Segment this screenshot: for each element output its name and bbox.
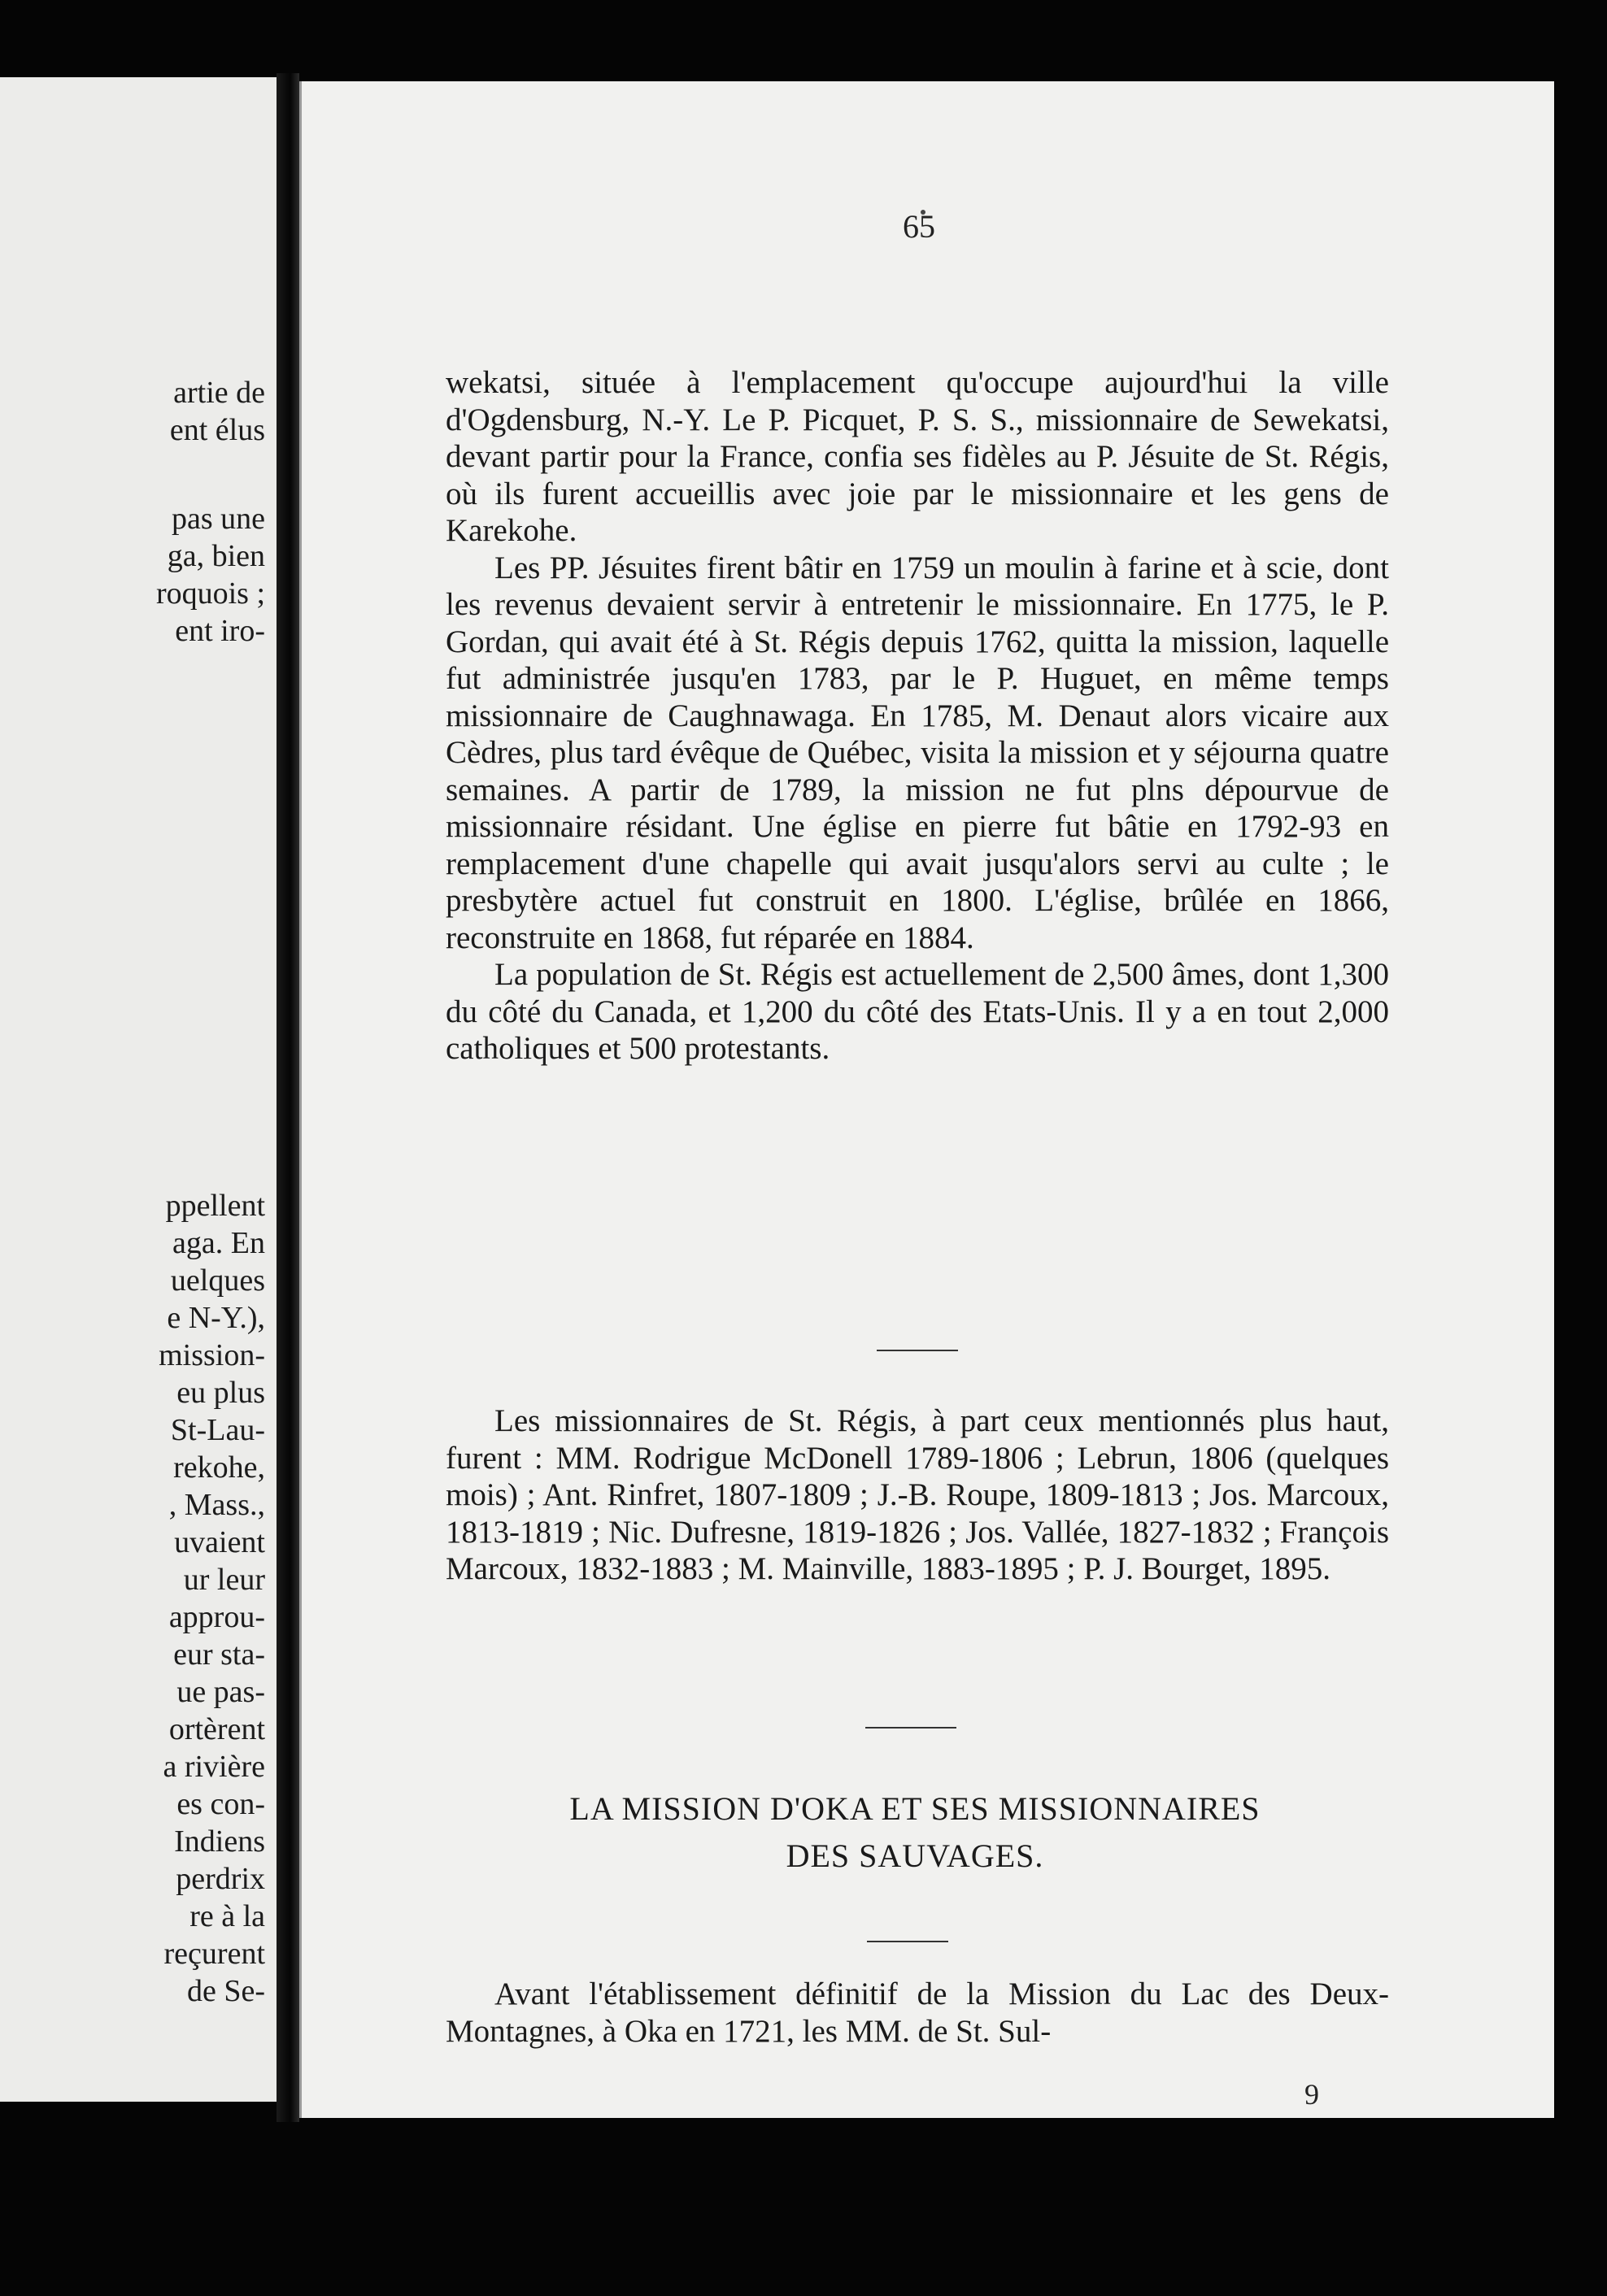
body-text-lower <box>446 1976 1389 2050</box>
signature-mark: 9 <box>1304 2078 1319 2111</box>
left-line: approu- <box>168 1600 265 1634</box>
left-line: ppellent <box>165 1189 265 1223</box>
left-line: a rivière <box>163 1750 265 1784</box>
left-line: reçurent <box>163 1937 265 1971</box>
left-line: de Se- <box>186 1974 265 2008</box>
paragraph: Avant l'établissement définitif de la Mission du Lac des Deux-Montagnes, à Oka en 1721, les MM. de St. Sul- <box>446 1976 1389 2049</box>
section-divider <box>867 1941 948 1942</box>
left-line: Indiens <box>174 1824 265 1859</box>
left-line: es con- <box>176 1787 265 1821</box>
page-number: 65 <box>903 208 935 245</box>
left-line: uelques <box>170 1263 265 1298</box>
section-divider <box>865 1727 956 1729</box>
left-line: ortèrent <box>168 1712 265 1746</box>
previous-page-fragment <box>0 77 277 2102</box>
left-line: perdrix <box>176 1862 265 1896</box>
left-line: ga, bien <box>167 539 265 573</box>
left-line: pas une <box>171 502 265 536</box>
left-line: ue pas- <box>176 1675 265 1709</box>
body-text-missionaries <box>446 1402 1389 1588</box>
left-line: eur sta- <box>173 1637 265 1672</box>
body-text-upper <box>446 364 1389 1068</box>
left-line: artie de <box>173 376 265 410</box>
left-line: ent élus <box>169 413 265 447</box>
left-line: roquois ; <box>155 576 265 611</box>
left-line: mission- <box>159 1338 265 1372</box>
book-gutter <box>277 73 299 2122</box>
left-line: , Mass., <box>168 1488 265 1522</box>
heading-line: LA MISSION D'OKA ET SES MISSIONNAIRES <box>569 1790 1261 1827</box>
left-line: ur leur <box>183 1563 265 1597</box>
left-line: eu plus <box>176 1376 265 1410</box>
section-heading <box>439 1785 1391 1880</box>
section-divider <box>877 1350 958 1351</box>
paragraph: Les PP. Jésuites firent bâtir en 1759 un moulin à farine et à scie, dont les revenus devaient servir à entretenir le missionnaire. En 1775, le P. Gordan, qui avait été à St. Régis depuis 1762, quitta la mission, laquelle fut administrée jusqu'en 1783, par le P. Huguet, en même temps missionnaire de Caughnawaga. En 1785, M. Denaut alors vicaire aux Cèdres, plus tard évêque de Québec, visita la mission et y séjourna quatre semaines. A partir de 1789, la mission ne fut plns dépourvue de missionnaire résidant. Une église en pierre fut bâtie en 1792-93 en remplacement d'une chapelle qui avait jusqu'alors servi au culte ; le presbytère actuel fut construit en 1800. L'église, brûlée en 1866, reconstruite en 1868, fut réparée en 1884. <box>446 550 1389 955</box>
left-line: ent iro- <box>175 614 265 648</box>
paragraph-continuation: wekatsi, située à l'emplacement qu'occupe aujourd'hui la ville d'Ogdensburg, N.-Y. Le P. Picquet, P. S. S., missionnaire de Sewekatsi, devant partir pour la France, confia ses fidèles au P. Jésuite de St. Régis, où ils furent accueillis avec joie par le missionnaire et les gens de Karekohe. <box>446 365 1389 548</box>
left-line: e N-Y.), <box>167 1301 265 1335</box>
heading-line: DES SAUVAGES. <box>786 1837 1044 1874</box>
paragraph: La population de St. Régis est actuellement de 2,500 âmes, dont 1,300 du côté du Canada, et 1,200 du côté des Etats-Unis. Il y a en tout 2,000 catholiques et 500 protestants. <box>446 957 1389 1066</box>
left-line: uvaient <box>174 1525 265 1559</box>
left-line: aga. En <box>172 1226 265 1260</box>
left-line: St-Lau- <box>170 1413 265 1447</box>
left-line: rekohe, <box>173 1450 265 1485</box>
paragraph: Les missionnaires de St. Régis, à part ceux mentionnés plus haut, furent : MM. Rodrigue McDonell 1789-1806 ; Lebrun, 1806 (quelques mois) ; Ant. Rinfret, 1807-1809 ; J.-B. Roupe, 1809-1813 ; Jos. Marcoux, 1813-1819 ; Nic. Dufresne, 1819-1826 ; Jos. Vallée, 1827-1832 ; François Marcoux, 1832-1883 ; M. Mainville, 1883-1895 ; P. J. Bourget, 1895. <box>446 1403 1389 1586</box>
left-line: re à la <box>189 1899 265 1933</box>
